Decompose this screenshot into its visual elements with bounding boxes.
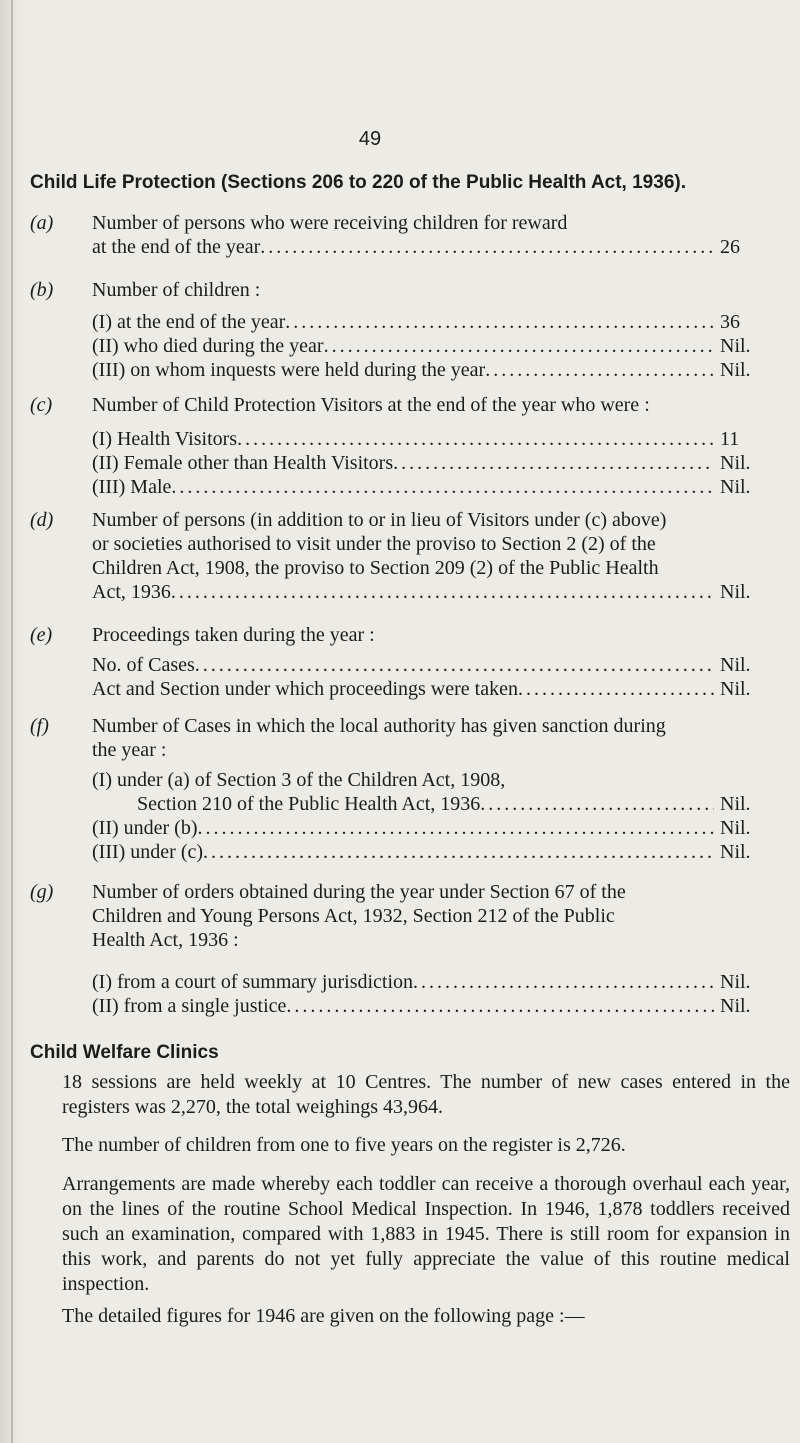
item-row: Act, 1936 . . . Nil. xyxy=(92,580,790,604)
paragraph-detailed-figures: The detailed figures for 1946 are given on the following page :— xyxy=(62,1305,585,1327)
item-e xyxy=(30,623,790,701)
item-f xyxy=(30,714,790,864)
item-row: (I) Health Visitors . . . 11 xyxy=(92,427,790,451)
item-row: (III) on whom inquests were held during the year . . . Nil. xyxy=(92,358,790,382)
item-row: (II) under (b) . . . Nil. xyxy=(92,816,790,840)
item-row: (III) Male . . . Nil. xyxy=(92,475,790,499)
page-binding-edge xyxy=(0,0,22,1443)
item-text: Children Act, 1908, the proviso to Section 209 (2) of the Public Health xyxy=(92,557,659,579)
page-number: 49 xyxy=(358,128,382,150)
item-g xyxy=(30,880,790,1018)
item-marker: (e) xyxy=(30,624,53,646)
section-heading-child-life-protection: Child Life Protection (Sections 206 to 220 of the Public Health Act, 1936). xyxy=(30,172,686,193)
item-intro: Proceedings taken during the year : xyxy=(92,624,375,646)
item-text: Children and Young Persons Act, 1932, Section 212 of the Public xyxy=(92,905,615,927)
item-intro: Number of children : xyxy=(92,279,261,301)
paragraph-register: The number of children from one to five years on the register is 2,726. xyxy=(62,1134,626,1156)
item-text: Number of orders obtained during the year under Section 67 of the xyxy=(92,881,626,903)
item-row: (II) Female other than Health Visitors . . . Nil. xyxy=(92,451,790,475)
item-text: Number of persons who were receiving children for reward xyxy=(92,212,568,234)
item-row: (III) under (c) . . . Nil. xyxy=(92,840,790,864)
item-d xyxy=(30,508,790,604)
item-text: Number of persons (in addition to or in lieu of Visitors under (c) above) xyxy=(92,509,667,531)
item-text: the year : xyxy=(92,739,167,761)
section-heading-child-welfare-clinics: Child Welfare Clinics xyxy=(30,1042,219,1063)
item-row: Section 210 of the Public Health Act, 1936 . . . Nil. xyxy=(92,792,790,816)
item-a xyxy=(30,211,790,259)
item-marker: (f) xyxy=(30,715,49,737)
paragraph-sessions: 18 sessions are held weekly at 10 Centres. The number of new cases entered in the registers was 2,270, the total weighings 43,964. xyxy=(62,1071,790,1118)
paragraph-arrangements: Arrangements are made whereby each toddler can receive a thorough overhaul each year, on the lines of the routine School Medical Inspection. In 1946, 1,878 toddlers received such an examination, compared with 1,883 in 1945. There is still room for expansion in this work, and parents do not yet fully appreciate the value of this routine medical inspection. xyxy=(62,1173,790,1295)
item-intro: Number of Child Protection Visitors at the end of the year who were : xyxy=(92,394,650,416)
item-row: at the end of the year . . . 26 xyxy=(92,235,790,259)
item-marker: (d) xyxy=(30,509,54,531)
item-row: (I) from a court of summary jurisdiction . . . Nil. xyxy=(92,970,790,994)
item-text: Number of Cases in which the local authority has given sanction during xyxy=(92,715,666,737)
item-text: (I) under (a) of Section 3 of the Children Act, 1908, xyxy=(92,769,506,791)
item-row: No. of Cases . . . Nil. xyxy=(92,653,790,677)
item-marker: (g) xyxy=(30,881,54,903)
item-marker: (b) xyxy=(30,279,54,301)
item-text: or societies authorised to visit under the proviso to Section 2 (2) of the xyxy=(92,533,656,555)
item-row: Act and Section under which proceedings were taken . . . Nil. xyxy=(92,677,790,701)
item-row: (II) from a single justice . . . Nil. xyxy=(92,994,790,1018)
item-marker: (a) xyxy=(30,212,54,234)
item-b xyxy=(30,278,790,382)
item-c xyxy=(30,393,790,499)
item-row: (II) who died during the year . . . Nil. xyxy=(92,334,790,358)
item-marker: (c) xyxy=(30,394,53,416)
item-row: (I) at the end of the year . . . 36 xyxy=(92,310,790,334)
item-value: 26 xyxy=(720,236,740,258)
item-text: Health Act, 1936 : xyxy=(92,929,239,951)
